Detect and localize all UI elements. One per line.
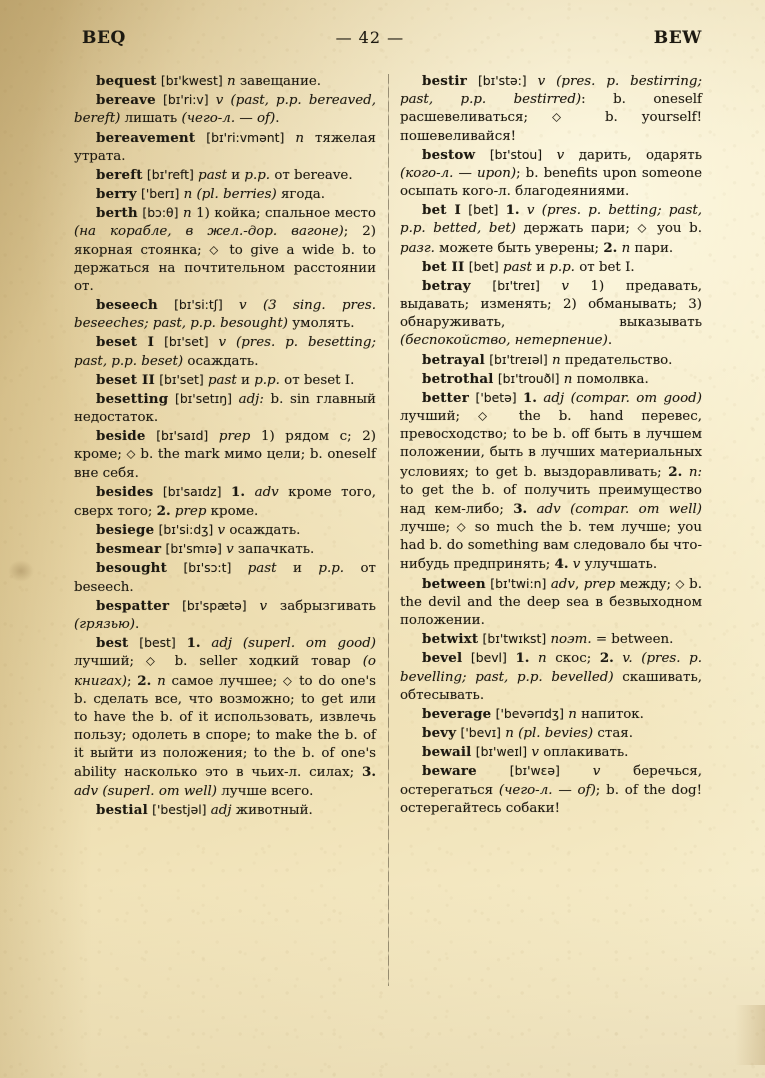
grammar-label: v (217, 523, 226, 539)
dictionary-entry: besides [bɪ'saɪdz] 1. adv кроме того, сверх того; 2. prep кроме. (74, 483, 376, 519)
paper-stain-left (8, 560, 34, 582)
gloss-note: (pres. p. bevelling; past, p.p. bevelled) (400, 651, 702, 685)
sense-number: 1. (522, 389, 537, 406)
phonetic-transcription: [bɪ'treɪəl] (489, 351, 548, 367)
sense-number: 1. (515, 650, 530, 667)
sense-number: 2. (156, 502, 171, 519)
headword: bespatter (96, 597, 170, 614)
dictionary-entry: bevel [bevl] 1. n скос; 2. v. (pres. p. bevelling; past, p.p. bevelled) скашивать, обтесывать. (400, 650, 702, 703)
grammar-label: past (247, 561, 277, 577)
phonetic-transcription: [bɪ'stou] (489, 146, 543, 162)
grammar-label: pl. (201, 187, 219, 203)
headword: betrayal (422, 351, 485, 368)
dictionary-entry: bewail [bɪ'weɪl] v оплакивать. (422, 744, 629, 761)
sense-number: 4. (554, 556, 569, 573)
dictionary-entry: bereavement [bɪ'ri:vmənt] n тяжелая утрата. (74, 129, 376, 164)
idiom-diamond-icon: ◇ (209, 242, 222, 257)
grammar-label: prep (583, 576, 616, 592)
headword: beset II (96, 371, 155, 388)
grammar-label: adv (74, 783, 99, 799)
grammar-label: n (505, 726, 514, 742)
grammar-label: n (183, 187, 193, 203)
headword: better (422, 389, 470, 406)
grammar-label: n (182, 206, 192, 222)
grammar-label: past (207, 372, 237, 388)
grammar-label: pres. (561, 74, 596, 89)
dictionary-entry: beside [bɪ'saɪd] prep 1) рядом с; 2) кроме; ◇ b. the mark мимо цели; b. oneself вне себя. (74, 428, 376, 481)
phonetic-transcription: [bɪ'twɪkst] (482, 631, 547, 647)
dictionary-entry: bet I [bet] 1. v (pres. p. betting; past, p.p. betted, bet) держать пари; ◇ you b. разг. можете быть уверены; 2. n пари. (400, 202, 702, 256)
dictionary-entry: beset II [bɪ'set] past и p.p. от beset I. (96, 371, 355, 388)
grammar-label: v (556, 147, 565, 163)
idiom-diamond-icon: ◇ (283, 673, 294, 687)
phonetic-transcription: [bɪ'spætə] (182, 597, 247, 613)
running-head (82, 28, 702, 54)
phonetic-transcription: [bɪ'setɪŋ] (174, 390, 232, 406)
dictionary-entry: besetting [bɪ'setɪŋ] adj: b. sin главный недостаток. (74, 390, 376, 426)
phonetic-transcription: [best] (139, 635, 176, 651)
gloss-note: (беспокойство, нетерпение) (400, 333, 608, 349)
headword: bestir (422, 73, 467, 89)
grammar-label: p.p. (516, 669, 543, 685)
phonetic-transcription: [bɪ'saɪd] (156, 428, 209, 444)
phonetic-transcription: [bɪ'treɪ] (492, 277, 540, 293)
headword: bet I (422, 202, 462, 219)
gloss-note: (грязью) (74, 616, 136, 632)
phonetic-transcription: [bɪ'kwest] (160, 73, 223, 88)
paper-stain-right (735, 1005, 765, 1065)
grammar-label: поэт. (550, 632, 592, 648)
grammar-label: pl. (523, 726, 541, 742)
grammar-label: prep (218, 429, 251, 445)
sense-number: 1. (231, 483, 246, 500)
phonetic-transcription: [bet] (468, 202, 499, 218)
dictionary-entry: besought [bɪ'sɔ:t] past и p.p. от beseech. (74, 560, 376, 595)
grammar-label: v (537, 74, 546, 89)
grammar-label: v (226, 542, 234, 558)
grammar-label: pres. (546, 203, 581, 219)
grammar-label: adj: (238, 391, 264, 407)
grammar-label: pres. (341, 298, 376, 314)
dictionary-entry: beseech [bɪ'si:tʃ] v (3 sing. pres. beseeches; past, p.p. besought) умолять. (74, 297, 376, 332)
idiom-diamond-icon: ◇ (478, 408, 501, 423)
headword: beside (96, 428, 146, 445)
headword: besetting (96, 390, 169, 407)
dictionary-entry: beset I [bɪ'set] v (pres. p. besetting; past, p.p. beset) осаждать. (74, 334, 376, 369)
headword: bereavement (96, 129, 196, 146)
sense-number: 1. (505, 202, 520, 219)
grammar-label: compar. (575, 501, 630, 517)
grammar-label: v (239, 298, 247, 314)
phonetic-transcription: [bɪ'stə:] (477, 73, 527, 88)
grammar-label: adj (210, 802, 232, 818)
dictionary-entry: better ['betə] 1. adj (compar. от good) лучший; ◇ the b. hand перевес, превосходство; to be b. off быть в лучшем положении, быть в лучших материальных условиях; to get b. выздоравливать; 2. n: to get the b. of получить преимущество над кем-либо; 3. adv (compar. от well) лучше; ◇ so much the b. тем лучше; you had b. do something вам следовало бы что-нибудь предпринять; 4. v улучшать. (400, 389, 702, 573)
grammar-label: pres. (646, 651, 681, 667)
grammar-label: v (215, 93, 224, 109)
headword: besought (96, 560, 167, 577)
dictionary-entry: bestial ['bestjəl] adj животный. (96, 801, 313, 818)
grammar-label: past (152, 316, 182, 332)
dictionary-entry: bet II [bet] past и p.p. от bet I. (422, 258, 635, 275)
gloss-note: (past, p.p. bereaved, bereft) (74, 93, 376, 127)
grammar-label: sing. (293, 298, 326, 314)
dictionary-entry: bereave [bɪ'ri:v] v (past, p.p. bereaved, bereft) лишать (чего-л. — of). (74, 92, 376, 127)
gloss-note: (чего-л. — of) (181, 111, 276, 127)
headword: beware (422, 763, 477, 780)
grammar-label: n (295, 130, 304, 146)
grammar-label: past (74, 353, 103, 369)
grammar-label: n (157, 673, 166, 689)
grammar-label: p.p. (276, 93, 302, 109)
grammar-label: n (563, 371, 573, 387)
grammar-label: n: (688, 464, 702, 480)
sense-number: 2. (137, 672, 152, 689)
grammar-label: past (668, 203, 698, 219)
gloss-note: (compar. от well) (570, 501, 702, 517)
grammar-label: p.p. (244, 167, 271, 183)
gloss-note: (pl. berries) (196, 187, 277, 203)
sense-number: 2. (603, 239, 618, 256)
grammar-label: superl. (248, 636, 296, 652)
headword: bestow (422, 146, 476, 163)
gloss-note: (чего-л. — of) (498, 782, 596, 798)
running-head-right: BEW (653, 28, 702, 48)
dictionary-entry: bereft [bɪ'reft] past и p.p. от bereave. (96, 166, 353, 183)
grammar-label: p.p. (400, 221, 426, 237)
grammar-label: past (400, 92, 429, 108)
headword: bereft (96, 166, 143, 183)
headword: betrothal (422, 370, 494, 387)
gloss-note: (на корабле, в жел.-дор. вагоне) (74, 224, 344, 240)
dictionary-entry: bequest [bɪ'kwest] n завещание. (96, 73, 322, 89)
headword: between (422, 575, 486, 592)
phonetic-transcription: ['bestjəl] (152, 801, 207, 817)
phonetic-transcription: ['berɪ] (141, 186, 180, 202)
left-column (74, 72, 384, 1002)
grammar-label: n (552, 352, 561, 368)
sense-number: 2. (599, 650, 614, 667)
phonetic-transcription: [bɪ'ri:vmənt] (206, 129, 285, 145)
dictionary-entry: bespatter [bɪ'spætə] v забрызгивать (грязью). (74, 597, 376, 632)
headword: besmear (96, 541, 162, 558)
phonetic-transcription: [bɪ'reft] (146, 166, 194, 182)
text-columns (74, 72, 702, 1002)
grammar-label: v (531, 745, 539, 761)
dictionary-entry: besiege [bɪ'si:dʒ] v осаждать. (96, 522, 301, 539)
dictionary-entry: betrothal [bɪ'trouðl] n помолвка. (422, 370, 649, 387)
grammar-label: adv (254, 484, 279, 500)
headword: betray (422, 277, 471, 294)
grammar-label: p.p. (318, 561, 345, 577)
headword: beverage (422, 705, 492, 722)
sense-number: 3. (362, 764, 376, 781)
grammar-label: adj (211, 636, 233, 652)
gloss-note: (superl. от well) (102, 783, 218, 799)
headword: bevy (422, 725, 457, 742)
grammar-label: v (572, 557, 581, 573)
grammar-label: past (198, 167, 227, 183)
dictionary-entry: bestow [bɪ'stou] v дарить, одарять (кого-л. — upon); b. benefits upon someone осыпать кого-л. благодеяниями. (400, 146, 702, 200)
idiom-diamond-icon: ◇ (675, 576, 685, 591)
gloss-note: (compar. от good) (570, 390, 702, 406)
grammar-label: adv (536, 501, 561, 517)
grammar-label: p.p. (111, 353, 137, 369)
phonetic-transcription: [bet] (468, 258, 499, 274)
grammar-label: adv (550, 576, 575, 592)
headword: bereave (96, 92, 156, 109)
dictionary-entry: bevy ['bevɪ] n (pl. bevies) стая. (422, 725, 634, 742)
idiom-diamond-icon: ◇ (126, 446, 136, 461)
grammar-label: past (235, 93, 265, 109)
grammar-label: pres. (241, 335, 276, 351)
dictionary-entry: beverage ['bevərɪdʒ] n напиток. (422, 705, 644, 722)
dictionary-entry: berry ['berɪ] n (pl. berries) ягода. (96, 186, 325, 203)
gloss-note: (кого-л. — upon) (400, 165, 517, 181)
headword: betwixt (422, 631, 479, 648)
headword: bequest (96, 73, 157, 89)
dictionary-entry: between [bɪ'twi:n] adv, prep между; ◇ b. the devil and the deep sea в безвыходном положении. (400, 575, 702, 628)
gloss-note: (3 sing. pres. beseeches; past, p.p. besought) (74, 298, 376, 332)
headword: bewail (422, 744, 472, 761)
phonetic-transcription: [bevl] (470, 650, 507, 666)
grammar-label: v (561, 278, 569, 294)
phonetic-transcription: [bɪ'saɪdz] (162, 483, 222, 499)
grammar-label: adj (543, 390, 565, 406)
grammar-label: разг. (400, 240, 435, 256)
phonetic-transcription: ['betə] (475, 389, 517, 405)
grammar-label: past (475, 669, 505, 685)
headword: beset I (96, 334, 155, 351)
gloss-note: (pres. p. betting; past, p.p. betted, bet) (400, 203, 702, 237)
grammar-label: v. (622, 651, 633, 667)
phonetic-transcription: [bɪ'weɪl] (475, 744, 528, 760)
dictionary-entry: betrayal [bɪ'treɪəl] n предательство. (422, 351, 673, 368)
grammar-label: p.p. (254, 372, 280, 388)
idiom-diamond-icon: ◇ (552, 109, 581, 124)
gloss-note: (pl. bevies) (518, 726, 594, 742)
page-number: — 42 — (335, 28, 405, 47)
grammar-label: past (503, 259, 532, 275)
headword: best (96, 635, 129, 652)
headword: besides (96, 483, 154, 500)
idiom-diamond-icon: ◇ (456, 519, 469, 534)
phonetic-transcription: [bɪ'ri:v] (163, 92, 209, 108)
sense-number: 2. (668, 463, 683, 480)
sense-number: 3. (513, 500, 528, 517)
phonetic-transcription: [bɪ'sɔ:t] (183, 560, 232, 576)
phonetic-transcription: ['bevɪ] (460, 725, 502, 741)
grammar-label: v (259, 598, 268, 614)
gloss-note: (superl. от good) (242, 636, 376, 652)
gloss-note: (pres. p. besetting; past, p.p. beset) (74, 335, 376, 369)
headword: berth (96, 205, 138, 222)
headword: beseech (96, 297, 158, 314)
phonetic-transcription: [bɪ'wɛə] (509, 763, 560, 779)
grammar-label: p.p. (460, 92, 487, 108)
gloss-note: (pres. p. bestirring; past, p.p. bestirred) (400, 74, 703, 108)
headword: berry (96, 186, 137, 203)
phonetic-transcription: [bɪ'smɪə] (165, 541, 222, 557)
dictionary-entry: bestir [bɪ'stə:] v (pres. p. bestirring; past, p.p. bestirred): b. oneself расшевеливаться; ◇ b. yourself! пошевеливайся! (400, 73, 703, 144)
phonetic-transcription: [bɪ'twi:n] (490, 575, 547, 591)
phonetic-transcription: [bɪ'si:dʒ] (158, 522, 214, 538)
grammar-label: compar. (575, 390, 630, 406)
grammar-label: v (592, 764, 601, 780)
headword: besiege (96, 522, 155, 539)
dictionary-entry: betray [bɪ'treɪ] v 1) предавать, выдавать; изменять; 2) обманывать; 3) обнаруживать, выказывать (беспокойство, нетерпение). (400, 277, 702, 349)
grammar-label: n (621, 240, 631, 256)
grammar-label: v (526, 203, 535, 219)
phonetic-transcription: [bɪ'set] (159, 371, 204, 387)
headword: bestial (96, 801, 148, 818)
grammar-label: p.p. (549, 259, 575, 275)
idiom-diamond-icon: ◇ (146, 653, 163, 668)
grammar-label: p.p. (190, 316, 216, 332)
dictionary-entry: beware [bɪ'wɛə] v беречься, остерегаться (чего-л. — of); b. of the dog! остерегайтесь собаки! (400, 763, 703, 816)
grammar-label: superl. (107, 783, 155, 799)
idiom-diamond-icon: ◇ (637, 220, 650, 235)
grammar-label: n (226, 74, 236, 89)
phonetic-transcription: [bɪ'set] (164, 334, 209, 350)
phonetic-transcription: [bɔ:θ] (142, 205, 179, 221)
right-column (384, 72, 702, 1002)
dictionary-entry: berth [bɔ:θ] n 1) койка; спальное место (на корабле, в жел.-дор. вагоне); 2) якорная стоянка; ◇ to give a wide b. to держаться на почтительном расстоянии от. (74, 205, 376, 294)
headword: bet II (422, 258, 465, 275)
grammar-label: n (538, 651, 547, 667)
dictionary-entry: betwixt [bɪ'twɪkst] поэт. = between. (422, 631, 674, 648)
dictionary-entry: best [best] 1. adj (superl. от good) лучший; ◇ b. seller ходкий товар (о книгах); 2. n самое лучшее; ◇ to do one's b. сделать все, что возможно; to get или to have the b. of it использовать, извлечь пользу; одолеть в споре; to make the b. of it выйти из положения; to the b. of one's ability насколько это в чьих-л. силах; 3. adv (superl. от well) лучше всего. (74, 635, 376, 799)
running-head-left: BEQ (82, 28, 126, 48)
gloss-note: (о книгах) (74, 654, 376, 689)
phonetic-transcription: ['bevərɪdʒ] (495, 705, 564, 721)
grammar-label: prep (174, 503, 207, 519)
headword: bevel (422, 650, 463, 667)
grammar-label: v (218, 335, 227, 351)
phonetic-transcription: [bɪ'trouðl] (497, 370, 560, 386)
dictionary-entry: besmear [bɪ'smɪə] v запачкать. (96, 541, 315, 558)
sense-number: 1. (186, 635, 201, 652)
grammar-label: n (568, 706, 577, 722)
phonetic-transcription: [bɪ'si:tʃ] (174, 297, 223, 313)
